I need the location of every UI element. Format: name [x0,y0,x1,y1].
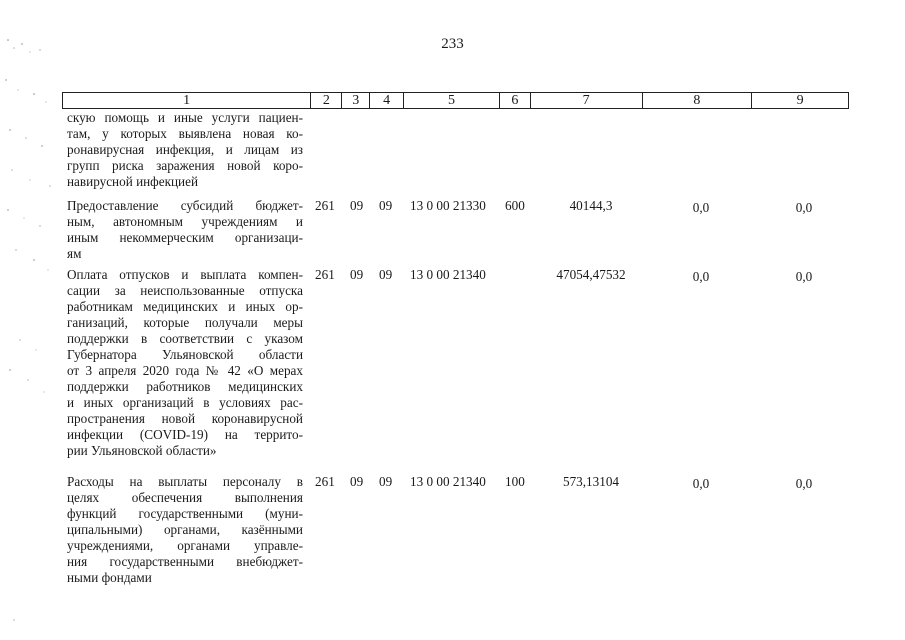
row-2-line: сации за неиспользованные отпуска [67,283,303,298]
header-col-8: 8 [643,93,753,108]
row-0-line: групп риска заражения новой коро- [67,158,303,173]
row-0-line: навирусной инфекцией [67,174,199,189]
row-3-line: ния государственными внебюджет- [67,554,303,569]
row-3-description [67,474,303,586]
row-3-line: учреждениями, органами управле- [67,538,303,553]
header-col-9: 9 [796,93,804,108]
row-2-col-8: 0,0 [692,269,710,284]
row-1-col-3: 09 [350,198,364,213]
row-3-col-2: 261 [315,474,335,489]
row-3-col-6: 100 [505,474,525,489]
row-3-col-4: 09 [379,474,393,489]
row-2-col-2: 261 [315,267,335,282]
row-3-col-9: 0,0 [795,476,813,491]
row-1-col-8: 0,0 [692,200,710,215]
header-col-1: 1 [63,93,311,108]
row-2-line: рии Ульяновской области» [67,443,217,458]
row-2-line: от 3 апреля 2020 года № 42 «О мерах [67,363,303,378]
header-col-5: 5 [404,93,500,108]
row-2-line: и иных организаций в условиях рас- [67,395,303,410]
row-2-col-5: 13 0 00 21340 [410,267,486,282]
header-col-7: 7 [531,93,643,108]
row-2-description [67,267,303,459]
row-0-line: там, у которых выявлена новая ко- [67,126,303,141]
row-3-col-5: 13 0 00 21340 [410,474,486,489]
header-col-3: 3 [342,93,370,108]
row-2-col-3: 09 [350,267,364,282]
row-2-col-9: 0,0 [795,269,813,284]
row-2-line: инфекции (COVID-19) на террито- [67,427,303,442]
row-2-col-4: 09 [379,267,393,282]
header-col-6: 6 [500,93,531,108]
page-number: 233 [441,36,464,52]
row-0-line: ронавирусная инфекция, и лицам из [67,142,303,157]
row-1-line: иным некоммерческим организаци- [67,230,303,245]
row-3-line: ципальными) органами, казёнными [67,522,303,537]
row-3-col-8: 0,0 [692,476,710,491]
row-3-line: Расходы на выплаты персоналу в [67,474,303,489]
row-3-col-7: 573,13104 [562,474,620,489]
row-0-line: скую помощь и иные услуги пациен- [67,110,303,125]
row-2-line: работникам медицинских и иных ор- [67,299,303,314]
row-1-col-6: 600 [505,198,525,213]
row-2-line: поддержки работников медицинских [67,379,303,394]
row-3-line: функций государственными (муни- [67,506,303,521]
row-2-line: поддержки в соответствии с указом [67,331,303,346]
row-2-line: пространения новой коронавирусной [67,411,303,426]
row-1-line: Предоставление субсидий бюджет- [67,198,303,213]
row-3-line: целях обеспечения выполнения [67,490,303,505]
row-1-line: ным, автономным учреждениям и [67,214,303,229]
row-3-col-3: 09 [350,474,364,489]
row-2-line: Оплата отпусков и выплата компен- [67,267,303,282]
row-3-line: ными фондами [67,570,152,585]
scan-noise-decoration [0,20,60,640]
row-1-col-4: 09 [379,198,393,213]
row-1-col-5: 13 0 00 21330 [410,198,486,213]
row-2-col-7: 47054,47532 [556,267,626,282]
header-col-4: 4 [370,93,404,108]
row-1-col-7: 40144,3 [569,198,613,213]
row-0-description [67,110,303,190]
table-header-row [62,92,849,109]
row-2-line: ганизаций, которые получали меры [67,315,303,330]
header-col-2: 2 [311,93,342,108]
row-1-description [67,198,303,262]
row-1-col-9: 0,0 [795,200,813,215]
row-1-line: ям [67,246,82,261]
row-1-col-2: 261 [315,198,335,213]
row-2-line: Губернатора Ульяновской области [67,347,303,362]
